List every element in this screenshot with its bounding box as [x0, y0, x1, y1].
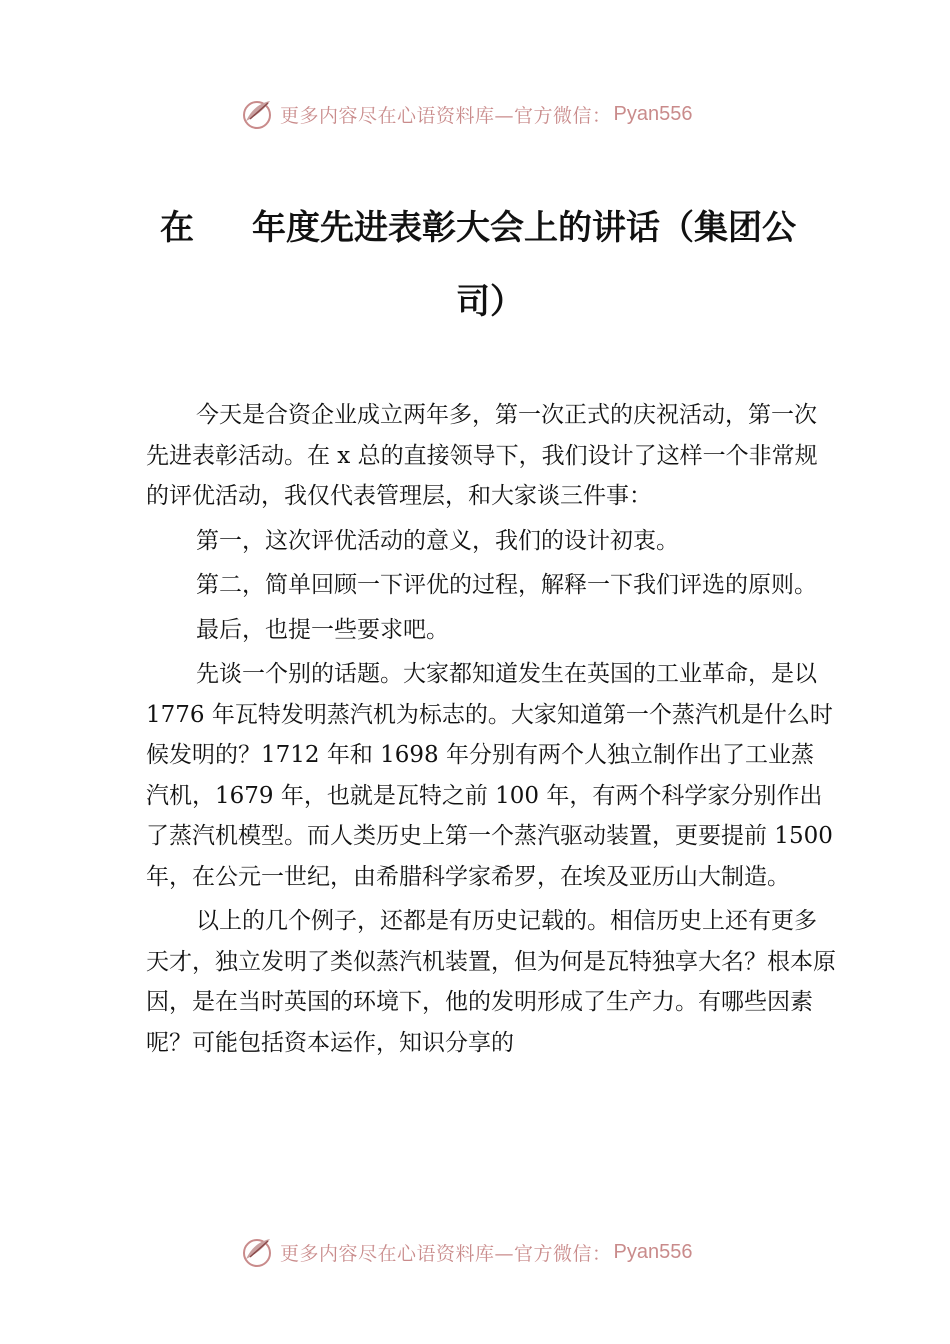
- document-title-line-1: [160, 208, 820, 248]
- title-main: 年度先进表彰大会上的讲话（集团公: [252, 208, 796, 248]
- banner-text: 更多内容尽在心语资料库—官方微信：: [280, 104, 612, 127]
- footer-watermark-banner: [240, 1232, 692, 1272]
- banner-wechat-id: Pyan556: [613, 102, 693, 125]
- paragraph: 以上的几个例子，还都是有历史记载的。相信历史上还有更多天才，独立发明了类似蒸汽机装置，但为何是瓦特独享大名？根本原因，是在当时英国的环境下，他的发明形成了生产力。有哪些因素呢？可能包括资本运作，知识分享的: [146, 908, 836, 1056]
- title-prefix: 在: [160, 208, 194, 248]
- document-title-line-2: 司）: [456, 282, 524, 322]
- paragraph: 先谈一个别的话题。大家都知道发生在英国的工业革命，是以 1776 年瓦特发明蒸汽机为标志的。大家知道第一个蒸汽机是什么时候发明的？1712 年和 1698 年分别有两个人独立制作出了工业蒸汽机，1679 年，也就是瓦特之前 100 年，有两个科学家分别作出了蒸汽机模型。而人类历史上第一个蒸汽驱动装置，更要提前 1500 年，在公元一世纪，由希腊科学家希罗，在埃及亚历山大制造。: [146, 661, 833, 890]
- quill-logo-icon: [240, 97, 274, 131]
- document-body: [146, 395, 836, 1063]
- paragraph: 第一，这次评优活动的意义，我们的设计初衷。: [196, 527, 679, 554]
- paragraph: 今天是合资企业成立两年多，第一次正式的庆祝活动，第一次先进表彰活动。在 x 总的直接领导下，我们设计了这样一个非常规的评优活动，我仅代表管理层，和大家谈三件事：: [146, 402, 818, 509]
- paragraph: 第二，简单回顾一下评优的过程，解释一下我们评选的原则。: [196, 572, 817, 598]
- banner-text: 更多内容尽在心语资料库—官方微信：: [280, 1242, 612, 1265]
- banner-wechat-id: Pyan556: [613, 1240, 693, 1263]
- quill-logo-icon: [240, 1235, 274, 1269]
- paragraph: 最后，也提一些要求吧。: [196, 616, 449, 643]
- header-watermark-banner: [240, 94, 692, 134]
